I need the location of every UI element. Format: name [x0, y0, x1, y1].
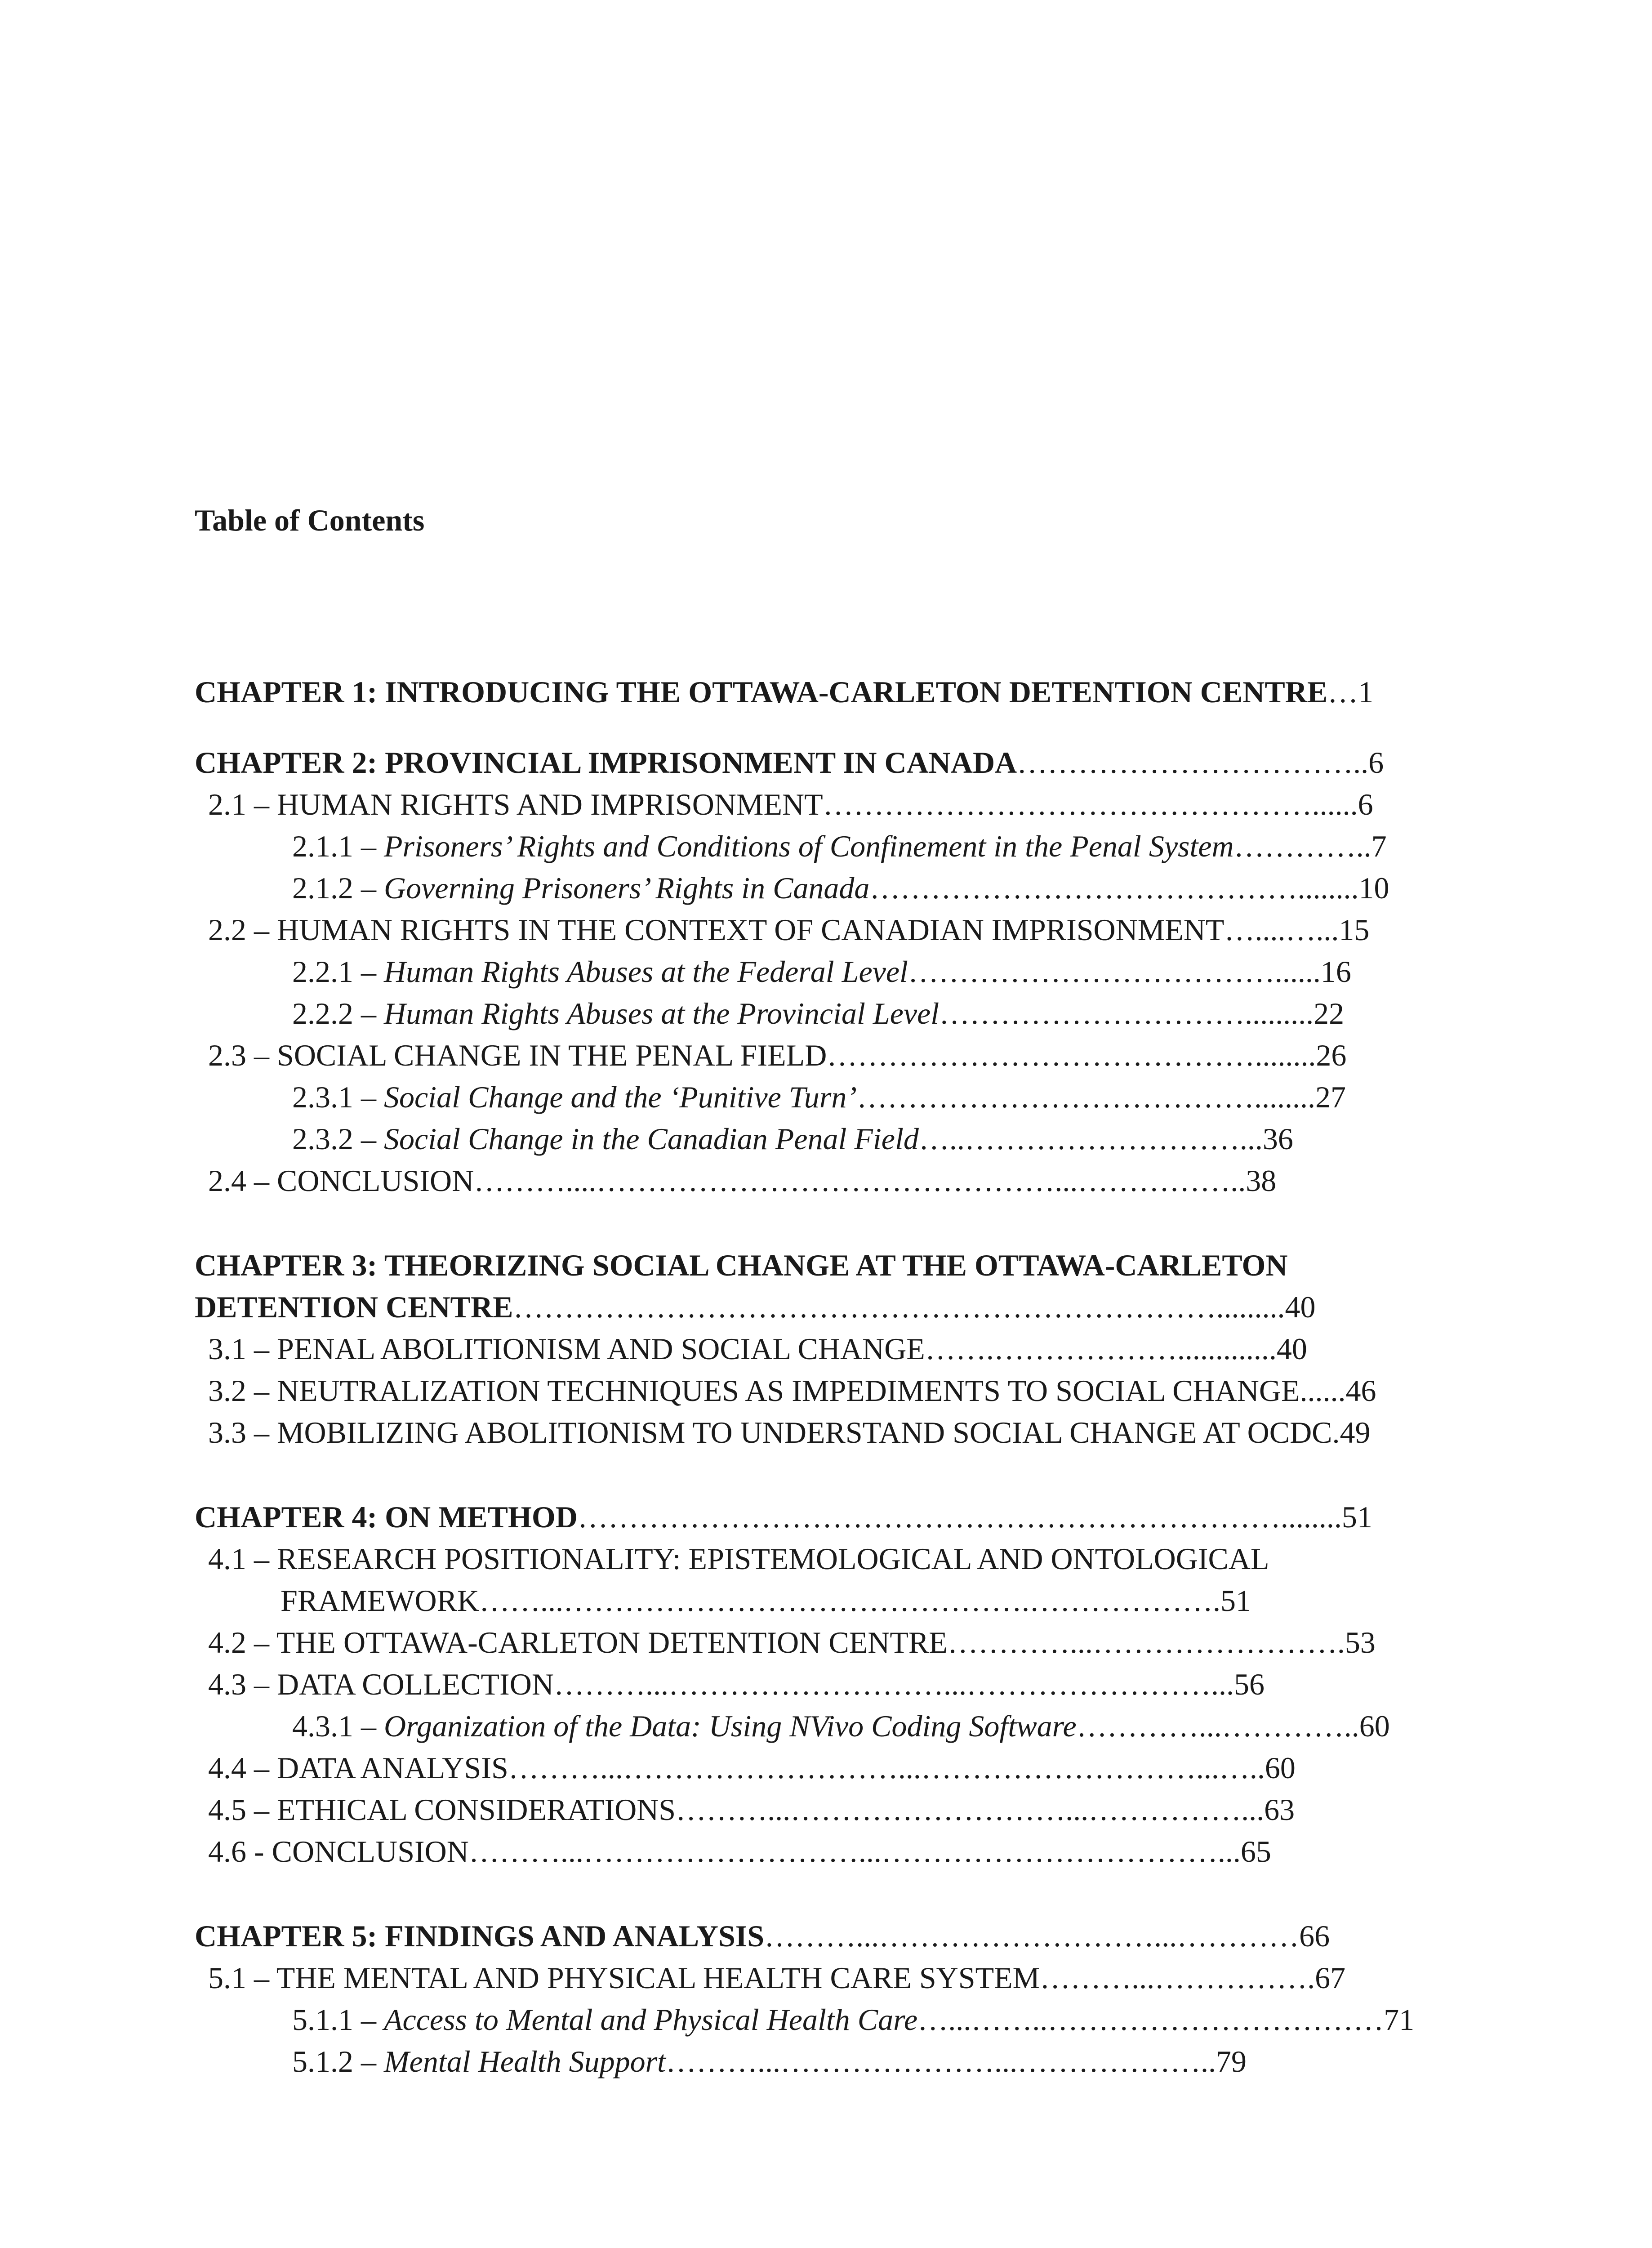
- toc-page: 15: [1339, 913, 1370, 947]
- toc-leader: …………………………………........: [856, 1080, 1315, 1114]
- toc-leader: …: [1327, 675, 1358, 709]
- toc-subsection-5-1-2[interactable]: [292, 2046, 1247, 2077]
- toc-chapter-2[interactable]: [195, 747, 1384, 778]
- toc-page: 79: [1216, 2044, 1247, 2079]
- toc-leader: ………...………………………...……………...: [676, 1793, 1265, 1827]
- toc-chapter-4[interactable]: [195, 1502, 1372, 1532]
- toc-label: 2.1 – HUMAN RIGHTS AND IMPRISONMENT: [208, 787, 823, 821]
- toc-subsection-2-3-1[interactable]: [292, 1082, 1346, 1112]
- toc-label: CHAPTER 4: ON METHOD: [195, 1500, 578, 1534]
- toc-leader: ………...………………………...………………………...…..: [508, 1751, 1265, 1785]
- toc-subsection-5-1-1[interactable]: [292, 2004, 1414, 2035]
- toc-number: 2.2.2 –: [292, 996, 384, 1030]
- toc-leader: ……………………………..: [1017, 745, 1369, 780]
- toc-label: Social Change and the ‘Punitive Turn’: [384, 1080, 857, 1114]
- toc-section-4-1-continued[interactable]: [281, 1585, 1251, 1616]
- toc-chapter-3-continued[interactable]: [195, 1292, 1316, 1322]
- toc-leader: ......: [1300, 1374, 1346, 1408]
- toc-leader: ………...………………………...……………………………...: [468, 1834, 1241, 1869]
- toc-leader: …………………………………………………………….........: [513, 1290, 1285, 1324]
- toc-section-3-2[interactable]: [208, 1375, 1376, 1406]
- toc-section-4-5[interactable]: [208, 1794, 1295, 1825]
- toc-leader: ………...…………….: [1040, 1961, 1315, 1995]
- toc-label: 2.4 – CONCLUSION: [208, 1164, 474, 1198]
- toc-subsection-2-2-2[interactable]: [292, 998, 1344, 1029]
- toc-label: Prisoners’ Rights and Conditions of Confinement in the Penal System: [384, 829, 1234, 863]
- toc-section-2-2[interactable]: [208, 914, 1369, 945]
- toc-page: 66: [1299, 1919, 1330, 1953]
- toc-label: DETENTION CENTRE: [195, 1290, 513, 1324]
- toc-page: 56: [1233, 1667, 1265, 1701]
- toc-subsection-4-3-1[interactable]: [292, 1711, 1390, 1741]
- toc-label: CHAPTER 2: PROVINCIAL IMPRISONMENT IN CANADA: [195, 745, 1017, 780]
- toc-page: 51: [1220, 1583, 1251, 1618]
- toc-label: 2.3 – SOCIAL CHANGE IN THE PENAL FIELD: [208, 1038, 827, 1072]
- toc-subsection-2-3-2[interactable]: [292, 1124, 1293, 1154]
- toc-label: Access to Mental and Physical Health Care: [384, 2003, 918, 2037]
- toc-leader: ………...………………………...……………………...: [553, 1667, 1234, 1701]
- toc-label: 2.2 – HUMAN RIGHTS IN THE CONTEXT OF CANADIAN IMPRISONMENT: [208, 913, 1225, 947]
- toc-section-4-1[interactable]: [208, 1543, 1269, 1574]
- toc-page: 1: [1358, 675, 1374, 709]
- toc-section-4-6[interactable]: [208, 1836, 1271, 1867]
- toc-page: 10: [1358, 871, 1389, 905]
- toc-page: 60: [1359, 1709, 1390, 1743]
- toc-number: 5.1.1 –: [292, 2003, 384, 2037]
- toc-leader: ……………………………………........: [827, 1038, 1316, 1072]
- toc-chapter-1[interactable]: [195, 677, 1373, 707]
- toc-chapter-3[interactable]: [195, 1250, 1288, 1280]
- toc-page: 38: [1246, 1164, 1277, 1198]
- toc-section-5-1[interactable]: [208, 1963, 1345, 1993]
- toc-leader: …….……………….............: [925, 1332, 1277, 1366]
- toc-label: 3.3 – MOBILIZING ABOLITIONISM TO UNDERSTAND SOCIAL CHANGE AT OCDC: [208, 1415, 1332, 1450]
- toc-subsection-2-1-1[interactable]: [292, 831, 1387, 861]
- toc-leader: ………………………………......: [908, 955, 1321, 989]
- toc-page: 6: [1358, 787, 1373, 821]
- toc-page: 36: [1262, 1122, 1293, 1156]
- toc-page: 67: [1315, 1961, 1346, 1995]
- toc-label: 4.1 – RESEARCH POSITIONALITY: EPISTEMOLOGICAL AND ONTOLOGICAL: [208, 1542, 1269, 1576]
- toc-page: 40: [1285, 1290, 1316, 1324]
- toc-page: 63: [1264, 1793, 1295, 1827]
- toc-number: 2.2.1 –: [292, 955, 384, 989]
- toc-label: Mental Health Support: [384, 2044, 666, 2079]
- toc-leader: …...……..……………………………: [917, 2003, 1384, 2037]
- toc-leader: …………………………………………......: [823, 787, 1358, 821]
- toc-leader: …………..: [1233, 829, 1371, 863]
- toc-page: 46: [1345, 1374, 1376, 1408]
- toc-section-2-3[interactable]: [208, 1040, 1346, 1070]
- toc-section-4-3[interactable]: [208, 1669, 1265, 1699]
- toc-label: 5.1 – THE MENTAL AND PHYSICAL HEALTH CARE SYSTEM: [208, 1961, 1040, 1995]
- toc-section-4-2[interactable]: [208, 1627, 1376, 1658]
- toc-label: CHAPTER 3: THEORIZING SOCIAL CHANGE AT THE OTTAWA-CARLETON: [195, 1248, 1288, 1282]
- toc-page: 6: [1368, 745, 1384, 780]
- toc-subsection-2-1-2[interactable]: [292, 873, 1389, 903]
- toc-page: 16: [1320, 955, 1351, 989]
- toc-page: 27: [1315, 1080, 1346, 1114]
- toc-label: 3.2 – NEUTRALIZATION TECHNIQUES AS IMPEDIMENTS TO SOCIAL CHANGE: [208, 1374, 1300, 1408]
- toc-leader: …………...…………………….: [947, 1625, 1345, 1659]
- toc-label: Organization of the Data: Using NVivo Coding Software: [384, 1709, 1077, 1743]
- toc-leader: .: [1332, 1415, 1340, 1450]
- toc-section-2-1[interactable]: [208, 789, 1373, 820]
- toc-leader: …………...…………..: [1076, 1709, 1359, 1743]
- toc-section-3-1[interactable]: [208, 1334, 1307, 1364]
- toc-number: 2.1.1 –: [292, 829, 384, 863]
- toc-page: 71: [1384, 2003, 1415, 2037]
- toc-leader: ……...……………………………………….……………….: [479, 1583, 1221, 1618]
- toc-number: 2.3.2 –: [292, 1122, 384, 1156]
- toc-page: 65: [1240, 1834, 1271, 1869]
- toc-label: CHAPTER 1: INTRODUCING THE OTTAWA-CARLETON DETENTION CENTRE: [195, 675, 1328, 709]
- toc-leader: ……………………………………........: [869, 871, 1359, 905]
- toc-label: 3.1 – PENAL ABOLITIONISM AND SOCIAL CHANGE: [208, 1332, 925, 1366]
- toc-page: 22: [1314, 996, 1345, 1030]
- toc-leader: …....…...: [1224, 913, 1339, 947]
- toc-leader: ………....………………………………………...……………..: [474, 1164, 1246, 1198]
- toc-leader: ………...…………………...………………..: [666, 2044, 1216, 2079]
- toc-page: 49: [1340, 1415, 1371, 1450]
- toc-label: 4.5 – ETHICAL CONSIDERATIONS: [208, 1793, 676, 1827]
- toc-number: 2.3.1 –: [292, 1080, 384, 1114]
- toc-leader: ………...………………………...…………: [764, 1919, 1300, 1953]
- toc-section-3-3[interactable]: [208, 1417, 1371, 1448]
- toc-label: Human Rights Abuses at the Federal Level: [384, 955, 908, 989]
- toc-page: 51: [1341, 1500, 1372, 1534]
- toc-page: 53: [1345, 1625, 1376, 1659]
- toc-subsection-2-2-1[interactable]: [292, 956, 1351, 987]
- page-title: Table of Contents: [195, 503, 425, 537]
- toc-label: 4.4 – DATA ANALYSIS: [208, 1751, 508, 1785]
- toc-label: CHAPTER 5: FINDINGS AND ANALYSIS: [195, 1919, 765, 1953]
- toc-label: 4.3 – DATA COLLECTION: [208, 1667, 554, 1701]
- toc-label: FRAMEWORK: [281, 1583, 480, 1618]
- toc-number: 4.3.1 –: [292, 1709, 384, 1743]
- toc-page: 60: [1265, 1751, 1296, 1785]
- toc-number: 5.1.2 –: [292, 2044, 384, 2079]
- toc-leader: ……………………………………………………………........: [577, 1500, 1342, 1534]
- toc-page: 7: [1371, 829, 1387, 863]
- toc-page: 40: [1276, 1332, 1307, 1366]
- toc-section-4-4[interactable]: [208, 1753, 1296, 1783]
- toc-label: 4.6 - CONCLUSION: [208, 1834, 469, 1869]
- toc-label: 4.2 – THE OTTAWA-CARLETON DETENTION CENTRE: [208, 1625, 948, 1659]
- toc-leader: …..………………………...: [918, 1122, 1263, 1156]
- toc-section-2-4[interactable]: [208, 1165, 1276, 1196]
- toc-label: Governing Prisoners’ Rights in Canada: [384, 871, 870, 905]
- toc-leader: ………………………….........: [939, 996, 1314, 1030]
- toc-label: Social Change in the Canadian Penal Field: [384, 1122, 919, 1156]
- toc-number: 2.1.2 –: [292, 871, 384, 905]
- toc-label: Human Rights Abuses at the Provincial Level: [384, 996, 940, 1030]
- toc-page: 26: [1316, 1038, 1347, 1072]
- toc-chapter-5[interactable]: [195, 1921, 1330, 1951]
